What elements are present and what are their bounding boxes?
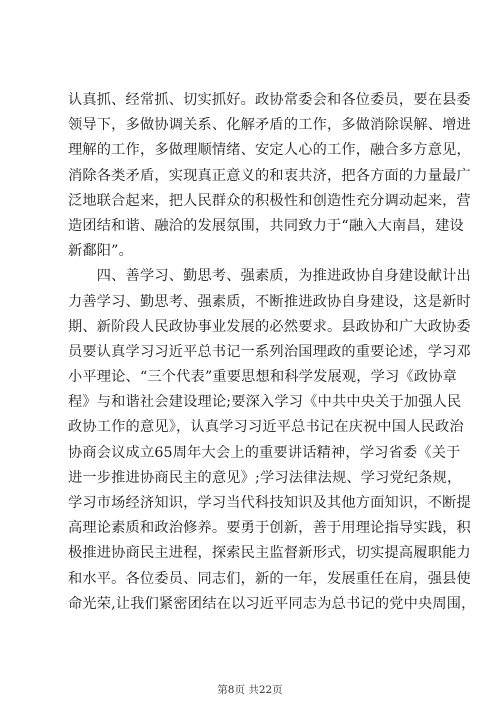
text-line: 程》与和谐社会建设理论;要深入学习《中共中央关于加强人民 [68, 394, 462, 411]
body-text [68, 88, 476, 617]
text-line: 四、善学习、勤思考、强素质，为推进政协自身建设献计出 [68, 268, 471, 285]
text-line: 领导下，多做协调关系、化解矛盾的工作，多做消除误解、增进 [68, 117, 471, 134]
text-line: 政协工作的意见》，认真学习习近平总书记在庆祝中国人民政治 [68, 419, 464, 436]
text-line: 命光荣,让我们紧密团结在以习近平同志为总书记的党中央周围， [68, 595, 476, 612]
text-line: 造团结和谐、融洽的发展氛围，共同致力于“融入大南昌，建设 [68, 217, 464, 234]
text-line: 期、新阶段人民政协事业发展的必然要求。县政协和广大政协委 [68, 318, 471, 335]
text-line: 进一步推进协商民主的意见》;学习法律法规、学习党纪条规， [68, 469, 462, 486]
text-line: 认真抓、经常抓、切实抓好。政协常委会和各位委员，要在县委 [68, 92, 471, 108]
text-line: 理解的工作，多做理顺情绪、安定人心的工作，融合多方意见， [68, 142, 471, 159]
text-line: 极推进协商民主进程，探索民主监督新形式，切实提高履职能力 [68, 545, 471, 562]
text-line: 泛地联合起来，把人民群众的积极性和创造性充分调动起来，营 [68, 192, 471, 209]
text-line: 和水平。各位委员、同志们，新的一年，发展重任在肩，强县使 [68, 570, 471, 587]
text-line: 新鄱阳”。 [68, 243, 134, 260]
text-line: 学习市场经济知识，学习当代科技知识及其他方面知识，不断提 [68, 495, 471, 511]
page-footer: 第8页 共22页 [217, 684, 283, 696]
text-line: 协商会议成立65周年大会上的重要讲话精神，学习省委《关于 [68, 444, 461, 461]
text-line: 力善学习、勤思考、强素质，不断推进政协自身建设，这是新时 [68, 293, 471, 310]
text-line: 员要认真学习习近平总书记一系列治国理政的重要论述，学习邓 [68, 343, 471, 360]
text-line: 小平理论、“三个代表”重要思想和科学发展观，学习《政协章 [68, 369, 457, 386]
text-line: 消除各类矛盾，实现真正意义的和衷共济，把各方面的力量最广 [68, 167, 471, 184]
text-line: 高理论素质和政治修养。要勇于创新，善于用理论指导实践，积 [68, 520, 471, 537]
